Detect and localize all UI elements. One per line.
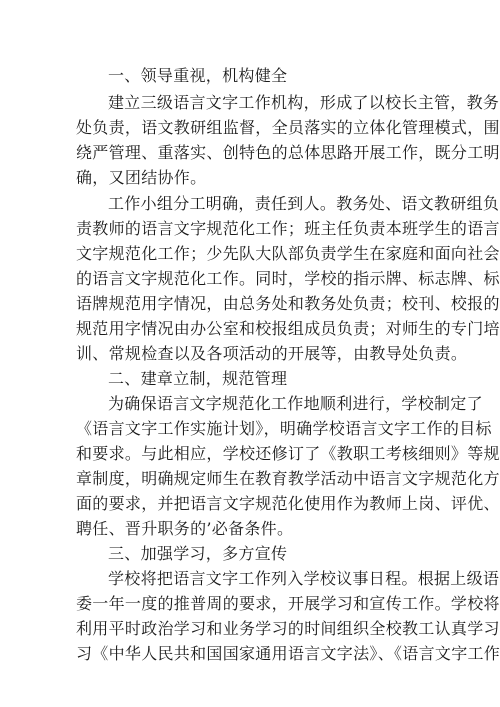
paragraph-line: 文字规范化工作；少先队大队部负责学生在家庭和面向社会 xyxy=(76,244,500,263)
paragraph-line: 的语言文字规范化工作。同时，学校的指示牌、标志牌、标 xyxy=(76,269,500,288)
paragraph-line: 面的要求，并把语言文字规范化使用作为教师上岗、评优、 xyxy=(76,494,500,513)
paragraph-line: 工作小组分工明确，责任到人。教务处、语文教研组负 xyxy=(108,194,500,213)
paragraph-line: 责教师的语言文字规范化工作；班主任负责本班学生的语言 xyxy=(76,219,500,238)
paragraph-line: 绕严管理、重落实、创特色的总体思路开展工作，既分工明 xyxy=(76,143,500,162)
paragraph-line: 利用平时政治学习和业务学习的时间组织全校教工认真学习 xyxy=(76,619,500,638)
paragraph-line: 委一年一度的推普周的要求，开展学习和宣传工作。学校将 xyxy=(76,594,500,613)
paragraph-line: 为确保语言文字规范化工作地顺利进行，学校制定了 xyxy=(108,394,483,413)
heading-section-1: 一、领导重视，机构健全 xyxy=(108,66,288,85)
heading-section-3: 三、加强学习，多方宣传 xyxy=(108,544,288,563)
paragraph-line: 规范用字情况由办公室和校报组成员负责；对师生的专门培 xyxy=(76,319,500,338)
paragraph-line: 《语言文字工作实施计划》，明确学校语言文字工作的目标 xyxy=(76,419,492,438)
paragraph-line: 聘任、晋升职务的’必备条件。 xyxy=(76,519,294,538)
paragraph-line: 处负责，语文教研组监督，全员落实的立体化管理模式，围 xyxy=(76,118,500,137)
paragraph-line: 章制度，明确规定师生在教育教学活动中语言文字规范化方 xyxy=(76,469,500,488)
paragraph-line: 语牌规范用字情况，由总务处和教务处负责；校刊、校报的 xyxy=(76,294,500,313)
paragraph-line: 确，又团结协作。 xyxy=(76,168,207,187)
paragraph-line: 和要求。与此相应，学校还修订了《教职工考核细则》等规 xyxy=(76,444,500,463)
paragraph-line: 学校将把语言文字工作列入学校议事日程。根据上级语 xyxy=(108,569,500,588)
paragraph-line: 习《中华人民共和国国家通用语言文字法》、《语言文字工作 xyxy=(76,644,500,663)
paragraph-line: 建立三级语言文字工作机构，形成了以校长主管，教务 xyxy=(108,93,500,112)
paragraph-line: 训、常规检查以及各项活动的开展等，由教导处负责。 xyxy=(76,344,468,363)
heading-section-2: 二、建章立制，规范管理 xyxy=(108,369,288,388)
